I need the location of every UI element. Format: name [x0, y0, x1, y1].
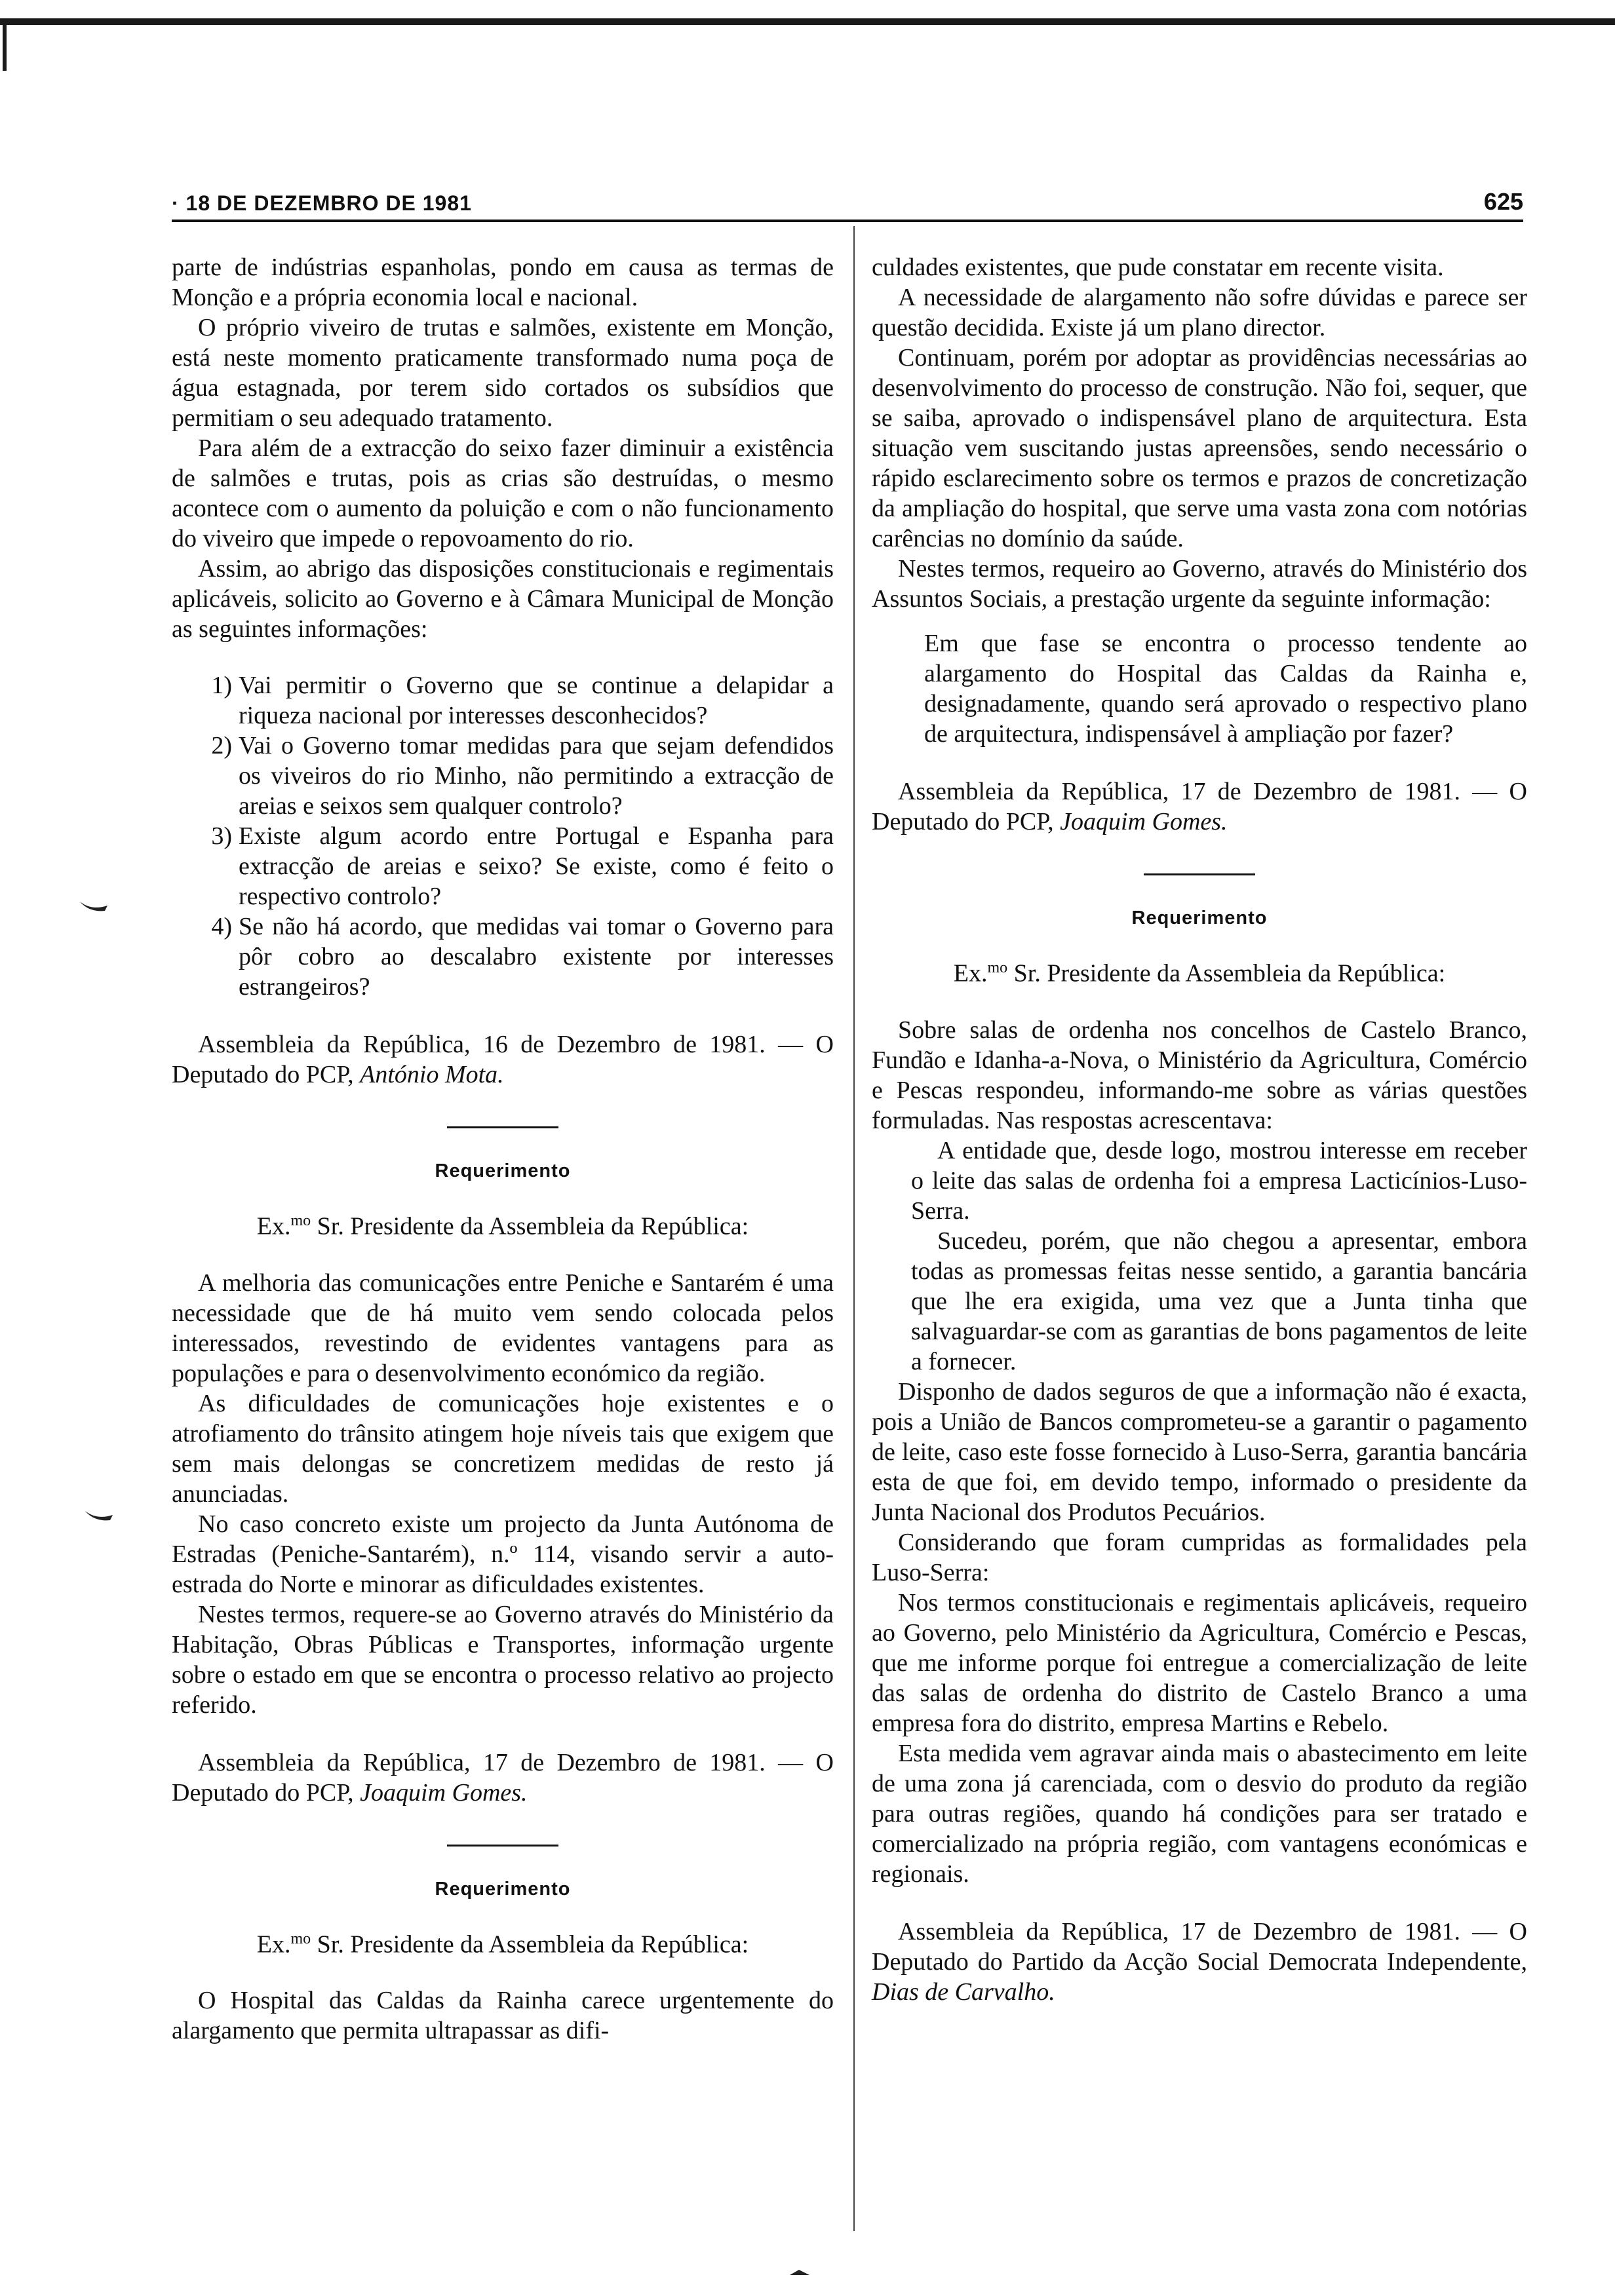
question-list — [172, 670, 834, 1002]
paragraph: O próprio viveiro de trutas e salmões, existente em Monção, está neste momento praticamente transformado numa poça de água estagnada, por terem sido cortados os subsídios que permitiam o seu adequado tratamento. — [172, 314, 834, 432]
list-text: Existe algum acordo entre Portugal e Espanha para extracção de areias e seixo? Se existe, como é feito o respectivo controlo? — [239, 822, 834, 910]
list-text: Vai o Governo tomar medidas para que sejam defendidos os viveiros do rio Minho, não permitindo a extracção de areias e seixos sem qualquer controlo? — [239, 732, 834, 820]
list-item — [172, 731, 834, 821]
paragraph: Sobre salas de ordenha nos concelhos de Castelo Branco, Fundão e Idanha-a-Nova, o Ministério da Agricultura, Comércio e Pescas respondeu, informando-me sobre as várias questões formuladas. Nas respostas acrescentava: — [872, 1016, 1527, 1134]
paragraph: No caso concreto existe um projecto da Junta Autónoma de Estradas (Peniche-Santarém), n.º 114, visando servir a auto-estrada do Norte e minorar as dificuldades existentes. — [172, 1510, 834, 1598]
paragraph: Esta medida vem agravar ainda mais o abastecimento em leite de uma zona já carenciada, com o desvio do produto da região para outras regiões, quando há condições para ser tratado e comercializado na própria região, com vantagens económicas e regionais. — [872, 1739, 1527, 1888]
section-separator — [447, 1845, 558, 1846]
list-number: 1) — [211, 672, 232, 699]
quote-text: Em que fase se encontra o processo tendente ao alargamento do Hospital das Caldas da Rainha e, designadamente, quando será aprovado o respectivo plano de arquitectura, indispensável à ampliação por fazer? — [924, 630, 1527, 748]
block-quote — [924, 628, 1527, 749]
signature-block — [872, 1917, 1527, 2007]
list-number: 2) — [211, 732, 232, 759]
paragraph: Para além de a extracção do seixo fazer diminuir a existência de salmões e trutas, pois as crias são destruídas, o mesmo acontece com o aumento da poluição e com o não funcionamento do viveiro que impede o repovoamento do rio. — [172, 434, 834, 552]
paragraph: A melhoria das comunicações entre Peniche e Santarém é uma necessidade que de há muito vem sendo colocada pelos interessados, revestindo de evidentes vantagens para as populações e para o desenvolvimento económico da região. — [172, 1269, 834, 1387]
top-rule-corner — [3, 18, 7, 71]
paragraph: culdades existentes, que pude constatar em recente visita. — [872, 254, 1444, 281]
left-column — [172, 252, 834, 2046]
signature — [172, 1029, 834, 1090]
scan-mark — [84, 1507, 114, 1521]
signature — [872, 1917, 1527, 2007]
paragraph: A entidade que, desde logo, mostrou interesse em receber o leite das salas de ordenha foi a empresa Lacticínios-Luso-Serra. — [911, 1136, 1527, 1225]
paragraph: As dificuldades de comunicações hoje existentes e o atrofiamento do trânsito atingem hoje níveis tais que exigem que sem mais delongas se concretizem medidas de resto já anunciadas. — [172, 1389, 834, 1508]
paragraph: parte de indústrias espanholas, pondo em causa as termas de Monção e a própria economia local e nacional. — [172, 254, 834, 311]
signature-text: Assembleia da República, 17 de Dezembro de 1981. — O Deputado do Partido da Acção Social Democrata Independente, — [872, 1917, 1527, 1976]
signature-text: Assembleia da República, 17 de Dezembro de 1981. — O Deputado do PCP, — [872, 778, 1527, 835]
section-title: Requerimento — [435, 1160, 571, 1181]
section-title: Requerimento — [1131, 908, 1268, 928]
list-item — [172, 821, 834, 911]
signature — [172, 1748, 834, 1808]
signature-text: Assembleia da República, 17 de Dezembro de 1981. — O Deputado do PCP, — [172, 1748, 834, 1807]
section-title: Requerimento — [435, 1878, 571, 1900]
signature-name: Joaquim Gomes. — [1060, 808, 1228, 835]
signature-text: Assembleia da República, 16 de Dezembro de 1981. — O Deputado do PCP, — [172, 1031, 834, 1088]
quoted-response — [872, 1136, 1527, 1377]
signature-block — [172, 1029, 834, 1090]
paragraph: Assim, ao abrigo das disposições constitucionais e regimentais aplicáveis, solicito ao Governo e à Câmara Municipal de Monção as seguintes informações: — [172, 555, 834, 643]
page-header — [172, 187, 1523, 222]
paragraph: Sucedeu, porém, que não chegou a apresentar, embora todas as promessas feitas nesse sentido, a garantia bancária que lhe era exigida, uma vez que a Junta tinha que salvaguardar-se com as garantias de bons pagamentos de leite a fornecer. — [911, 1227, 1527, 1375]
section-separator — [1144, 873, 1255, 875]
paragraph: Nestes termos, requere-se ao Governo através do Ministério da Habitação, Obras Públicas e Transportes, informação urgente sobre o estado em que se encontra o processo relativo ao projecto referido. — [172, 1600, 834, 1719]
paragraph: A necessidade de alargamento não sofre dúvidas e parece ser questão decidida. Existe já um plano director. — [872, 284, 1527, 341]
scan-mark — [790, 2268, 809, 2278]
signature-name: Dias de Carvalho. — [872, 1978, 1055, 2006]
paragraph: O Hospital das Caldas da Rainha carece urgentemente do alargamento que permita ultrapassar as difi- — [172, 1987, 834, 2045]
scan-mark — [79, 898, 109, 912]
addressee: Ex.$^{mo}$ Sr. Presidente da Assembleia da República: — [256, 1930, 749, 1959]
signature-name: Joaquim Gomes. — [360, 1778, 528, 1807]
list-number: 4) — [211, 913, 232, 940]
paragraph: Nos termos constitucionais e regimentais aplicáveis, requeiro ao Governo, pelo Ministério da Agricultura, Comércio e Pescas, que me informe porque foi entregue a comercialização de leite das salas de ordenha do distrito de Castelo Branco a uma empresa fora do distrito, empresa Martins e Rebelo. — [872, 1588, 1527, 1737]
list-text: Vai permitir o Governo que se continue a delapidar a riqueza nacional por interesses desconhecidos? — [239, 672, 834, 729]
page-number: 625 — [1483, 188, 1523, 215]
signature-block — [172, 1748, 834, 1808]
paragraph: Disponho de dados seguros de que a informação não é exacta, pois a União de Bancos comprometeu-se a garantir o pagamento de leite, caso este fosse fornecido à Luso-Serra, garantia bancária esta de que foi, em devido tempo, informado o presidente da Junta Nacional dos Produtos Pecuários. — [872, 1377, 1527, 1526]
list-item — [172, 911, 834, 1002]
signature — [872, 776, 1527, 837]
paragraph: Considerando que foram cumpridas as formalidades pela Luso-Serra: — [872, 1528, 1527, 1586]
paragraph: Continuam, porém por adoptar as providências necessárias ao desenvolvimento do processo de construção. Não foi, sequer, que se saiba, aprovado o indispensável plano de arquitectura. Esta situação vem suscitando justas apreensões, sendo necessário o rápido esclarecimento sobre os termos e prazos de concretização da ampliação do hospital, que serve uma vasta zona com notórias carências no domínio da saúde. — [872, 344, 1527, 552]
list-number: 3) — [211, 822, 232, 850]
addressee: Ex.$^{mo}$ Sr. Presidente da Assembleia da República: — [953, 959, 1446, 987]
header-date: · 18 DE DEZEMBRO DE 1981 — [172, 191, 472, 215]
signature-name: António Mota. — [360, 1061, 504, 1088]
top-rule — [0, 18, 1615, 25]
section-separator — [447, 1126, 558, 1128]
addressee: Ex.$^{mo}$ Sr. Presidente da Assembleia da República: — [256, 1212, 749, 1240]
paragraph: Nestes termos, requeiro ao Governo, através do Ministério dos Assuntos Sociais, a prestação urgente da seguinte informação: — [872, 555, 1527, 613]
right-column — [872, 252, 1527, 2007]
list-text: Se não há acordo, que medidas vai tomar o Governo para pôr cobro ao descalabro existente por interesses estrangeiros? — [239, 913, 834, 1001]
list-item — [172, 670, 834, 731]
column-divider — [853, 226, 855, 2231]
signature-block — [872, 776, 1527, 837]
